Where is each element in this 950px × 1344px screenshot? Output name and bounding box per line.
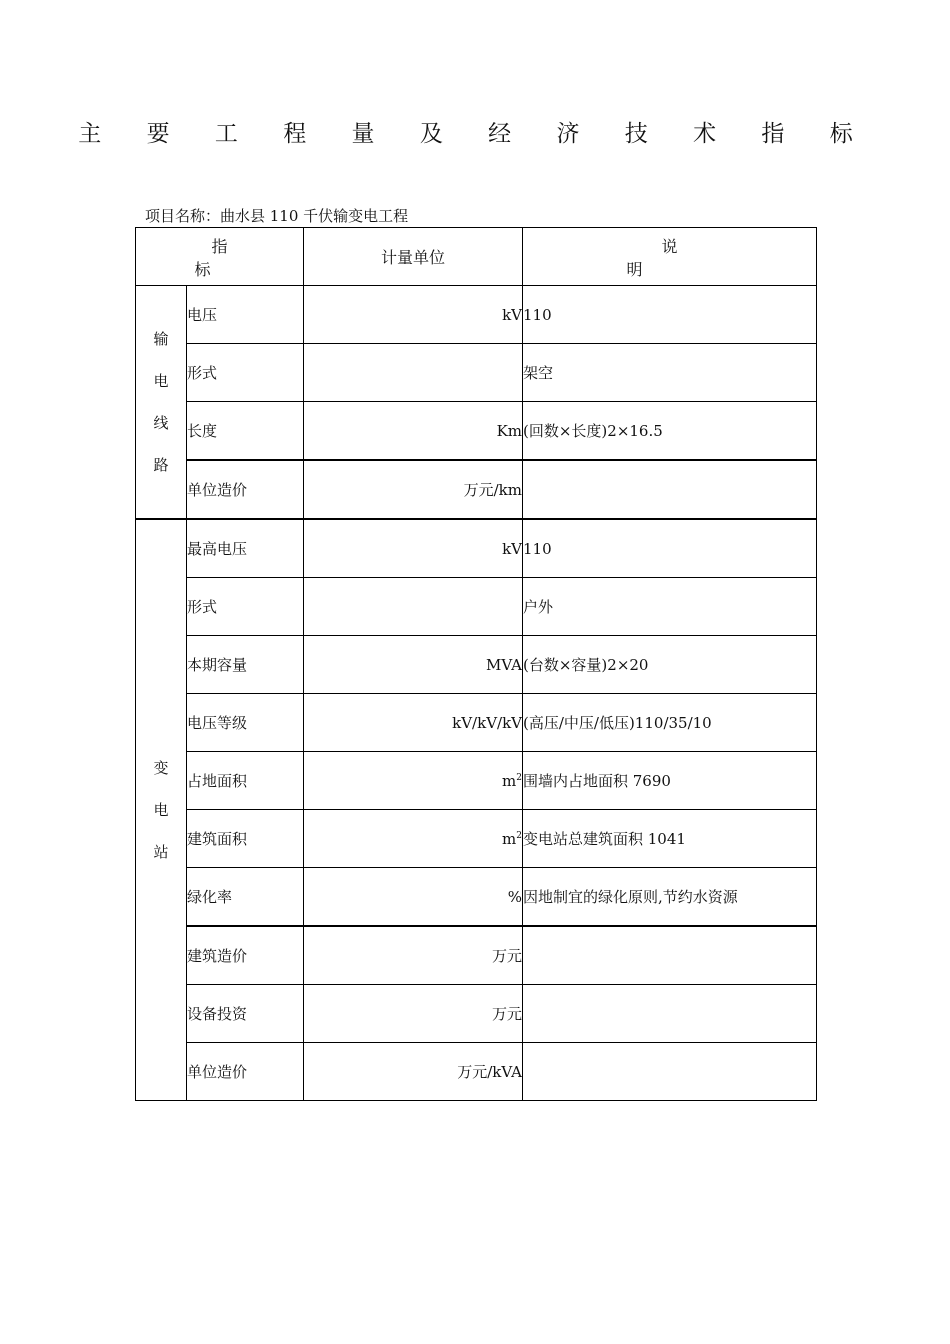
row-name: 占地面积 [187, 752, 304, 810]
unit-superscript: 2 [516, 772, 522, 783]
table-row [136, 1043, 817, 1101]
table-row [136, 985, 817, 1043]
row-unit: kV [304, 286, 523, 344]
group-char: 输 [153, 330, 169, 348]
table-row [136, 694, 817, 752]
row-name: 绿化率 [187, 868, 304, 927]
row-unit: MVA [304, 636, 523, 694]
table-row [136, 868, 817, 927]
group-char: 变 [153, 759, 169, 777]
table-row [136, 286, 817, 344]
group-char: 站 [153, 843, 169, 861]
row-name: 设备投资 [187, 985, 304, 1043]
row-unit: 万元 [304, 926, 523, 985]
row-unit: kV/kV/kV [304, 694, 523, 752]
row-desc: (回数×长度)2×16.5 [523, 402, 817, 461]
unit-text: m [502, 829, 517, 848]
row-name: 最高电压 [187, 519, 304, 578]
row-desc [523, 460, 817, 519]
row-name: 建筑造价 [187, 926, 304, 985]
row-name: 本期容量 [187, 636, 304, 694]
row-desc: 围墙内占地面积 7690 [523, 752, 817, 810]
row-name: 电压 [187, 286, 304, 344]
row-name: 形式 [187, 344, 304, 402]
group-label-station [136, 519, 187, 1101]
row-unit: 万元 [304, 985, 523, 1043]
table-row [136, 810, 817, 868]
row-name: 单位造价 [187, 460, 304, 519]
group-char: 路 [153, 456, 169, 474]
row-desc: (高压/中压/低压)110/35/10 [523, 694, 817, 752]
table-row [136, 402, 817, 461]
header-indicator: 指 标 [136, 228, 304, 286]
row-desc: 110 [523, 519, 817, 578]
row-unit: % [304, 868, 523, 927]
row-desc: 变电站总建筑面积 1041 [523, 810, 817, 868]
row-desc [523, 985, 817, 1043]
row-desc: 户外 [523, 578, 817, 636]
row-unit [304, 578, 523, 636]
table-header-row [136, 228, 817, 286]
table-row [136, 636, 817, 694]
row-name: 单位造价 [187, 1043, 304, 1101]
row-unit: Km [304, 402, 523, 461]
group-char: 电 [153, 801, 169, 819]
row-unit [304, 810, 523, 868]
row-name: 建筑面积 [187, 810, 304, 868]
table-row [136, 578, 817, 636]
table-row [136, 344, 817, 402]
row-desc: 110 [523, 286, 817, 344]
table-row [136, 519, 817, 578]
unit-text: m [502, 771, 517, 790]
row-name: 形式 [187, 578, 304, 636]
group-label-line [136, 286, 187, 520]
group-char: 电 [153, 372, 169, 390]
table-row [136, 460, 817, 519]
row-unit [304, 344, 523, 402]
row-name: 电压等级 [187, 694, 304, 752]
row-unit: kV [304, 519, 523, 578]
row-desc: 架空 [523, 344, 817, 402]
header-description: 说 明 [523, 228, 817, 286]
row-name: 长度 [187, 402, 304, 461]
row-desc [523, 1043, 817, 1101]
page-title: 主 要 工 程 量 及 经 济 技 术 指 标 [78, 121, 872, 147]
indicator-table [135, 227, 817, 1101]
row-unit: 万元/kVA [304, 1043, 523, 1101]
table-row [136, 752, 817, 810]
row-unit [304, 752, 523, 810]
project-name: 项目名称：曲水县 110 千伏输变电工程 [145, 207, 409, 225]
table-row [136, 926, 817, 985]
row-desc: (台数×容量)2×20 [523, 636, 817, 694]
row-desc [523, 926, 817, 985]
row-desc: 因地制宜的绿化原则,节约水资源 [523, 868, 817, 927]
header-unit: 计量单位 [304, 228, 523, 286]
unit-superscript: 2 [516, 830, 522, 841]
row-unit: 万元/km [304, 460, 523, 519]
group-char: 线 [153, 414, 169, 432]
